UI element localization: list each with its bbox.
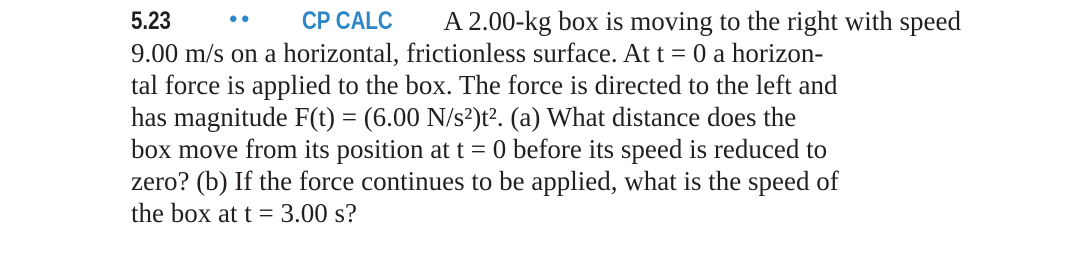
problem-text-line-6-text: zero? (b) If the force continues to be applied, what is the speed of: [131, 166, 839, 196]
problem-5-23: [131, 5, 961, 229]
problem-text-line-4-text: has magnitude F(t) = (6.00 N/s²)t². (a) What distance does the: [131, 102, 797, 132]
difficulty-dots: ••: [226, 8, 251, 33]
problem-tags: CP CALC: [301, 7, 393, 35]
problem-text-line-3-text: tal force is applied to the box. The force is directed to the left and: [131, 70, 838, 100]
problem-text-line-7: [131, 197, 961, 229]
problem-number: 5.23: [131, 7, 171, 35]
problem-text-line-1: A 2.00-kg box is moving to the right with speed: [443, 6, 961, 36]
problem-text-line-5: [131, 133, 961, 165]
problem-text-line-3: [131, 69, 961, 101]
problem-line-1: [131, 5, 961, 37]
problem-text-line-2-text: 9.00 m/s on a horizontal, frictionless surface. At t = 0 a horizon-: [131, 38, 824, 68]
problem-text-line-5-text: box move from its position at t = 0 before its speed is reduced to: [131, 134, 828, 164]
problem-text-line-6: [131, 165, 961, 197]
problem-text-line-2: [131, 37, 961, 69]
problem-text-line-7-text: the box at t = 3.00 s?: [131, 198, 357, 228]
problem-text-line-4: [131, 101, 961, 133]
